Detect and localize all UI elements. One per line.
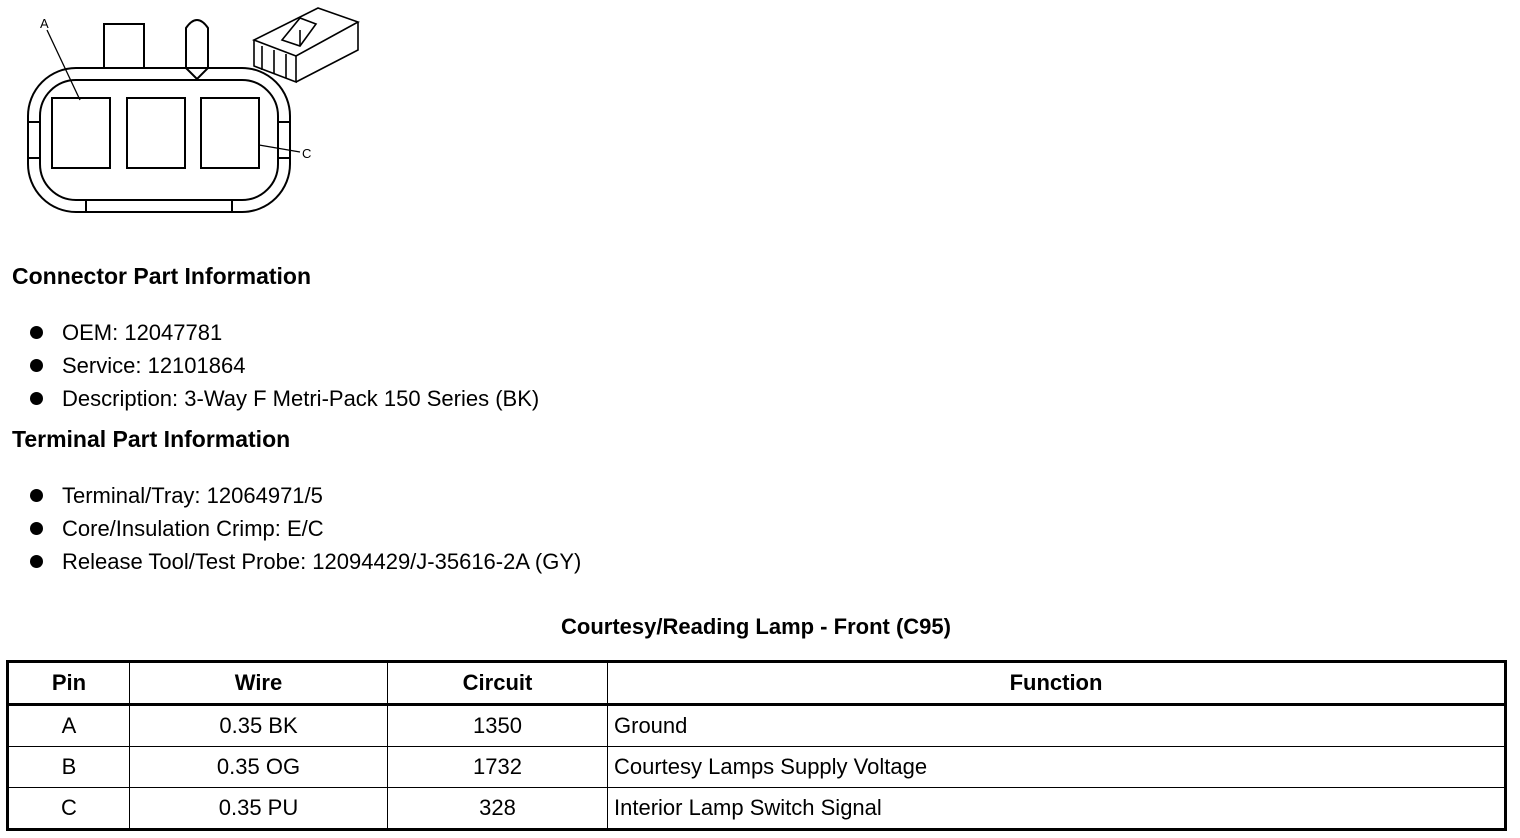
list-item <box>30 545 581 578</box>
pin-cell: B <box>8 747 130 788</box>
list-item <box>30 349 539 382</box>
table-header-row <box>8 662 1506 705</box>
service-value: Service: 12101864 <box>62 353 246 378</box>
connector-body-outer <box>28 68 290 212</box>
header-wire: Wire <box>130 662 388 705</box>
list-item <box>30 382 539 415</box>
terminal-tray-value: Terminal/Tray: 12064971/5 <box>62 483 323 508</box>
function-cell: Ground <box>608 705 1506 747</box>
description-value: Description: 3-Way F Metri-Pack 150 Series (BK) <box>62 386 540 411</box>
bullet-icon <box>30 326 43 339</box>
wire-cell: 0.35 OG <box>130 747 388 788</box>
list-item <box>30 316 539 349</box>
header-function: Function <box>608 662 1506 705</box>
list-item <box>30 512 581 545</box>
bullet-icon <box>30 522 43 535</box>
pinout-table <box>6 660 1507 831</box>
bullet-icon <box>30 359 43 372</box>
connector-key-tab <box>186 20 208 79</box>
function-cell: Courtesy Lamps Supply Voltage <box>608 747 1506 788</box>
release-tool-value: Release Tool/Test Probe: 12094429/J-35616-2A (GY) <box>62 549 582 574</box>
header-pin: Pin <box>8 662 130 705</box>
function-cell: Interior Lamp Switch Signal <box>608 788 1506 830</box>
crimp-value: Core/Insulation Crimp: E/C <box>62 516 324 541</box>
list-item <box>30 479 581 512</box>
wire-cell: 0.35 BK <box>130 705 388 747</box>
bullet-icon <box>30 555 43 568</box>
table-row <box>8 747 1506 788</box>
bullet-icon <box>30 392 43 405</box>
cavity-c <box>201 98 259 168</box>
pin-cell: C <box>8 788 130 830</box>
terminal-part-info-list <box>30 479 581 578</box>
cavity-a <box>52 98 110 168</box>
callout-a: A <box>40 16 49 31</box>
circuit-cell: 1350 <box>388 705 608 747</box>
connector-part-info-list <box>30 316 539 415</box>
circuit-cell: 328 <box>388 788 608 830</box>
connector-diagram <box>0 0 380 225</box>
header-circuit: Circuit <box>388 662 608 705</box>
oem-value: OEM: 12047781 <box>62 320 223 345</box>
cavity-b <box>127 98 185 168</box>
circuit-cell: 1732 <box>388 747 608 788</box>
connector-latch-tab <box>104 24 144 68</box>
table-row <box>8 788 1506 830</box>
terminal-part-info-heading: Terminal Part Information <box>12 426 291 452</box>
callout-c: C <box>302 146 312 161</box>
bullet-icon <box>30 489 43 502</box>
pin-cell: A <box>8 705 130 747</box>
table-row <box>8 705 1506 747</box>
table-title: Courtesy/Reading Lamp - Front (C95) <box>561 614 951 639</box>
connector-part-info-heading: Connector Part Information <box>12 263 312 289</box>
connector-iso-view <box>254 8 358 82</box>
wire-cell: 0.35 PU <box>130 788 388 830</box>
